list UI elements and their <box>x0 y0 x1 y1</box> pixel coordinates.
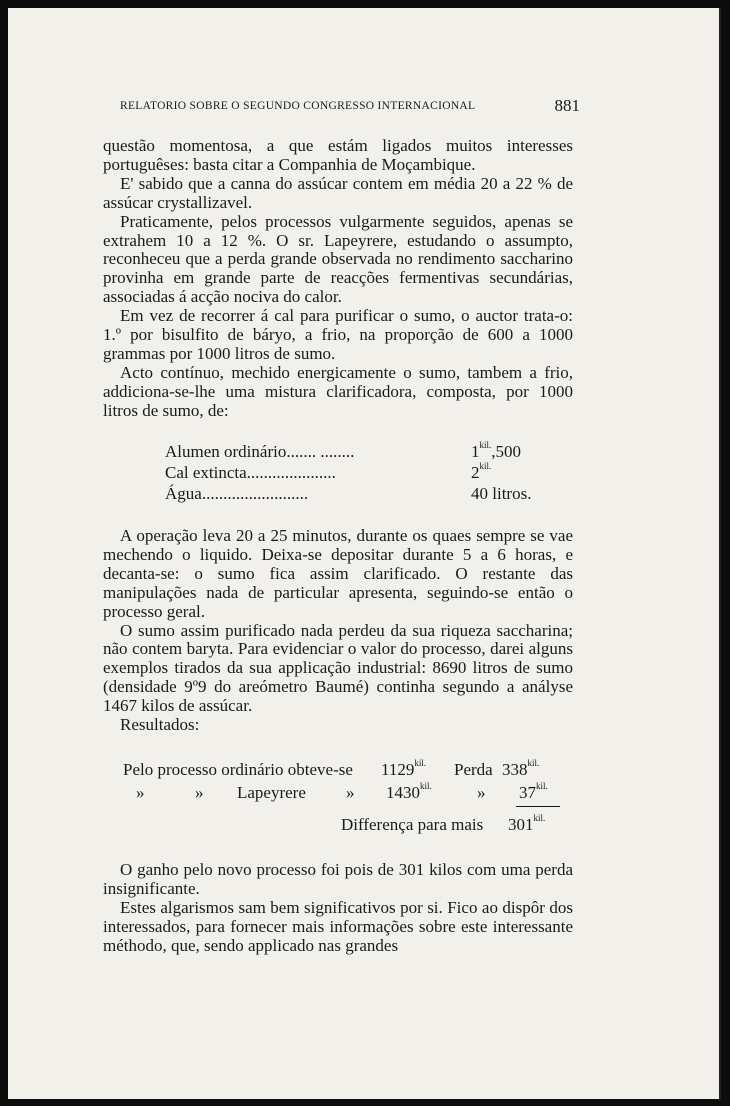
result-row-1-perda: $338^{kil.}$ <box>502 758 540 779</box>
table-row <box>165 463 537 484</box>
ingredient-amount: $2^{kil.}$ <box>471 461 492 482</box>
paragraph: O ganho pelo novo processo foi pois de 301 kilos com uma perda insignificante. <box>103 860 573 898</box>
book-page <box>8 8 721 1099</box>
page-number: 881 <box>554 96 580 115</box>
sum-rule-divider <box>516 806 560 807</box>
result-row-2-perda: $37^{kil.}$ <box>519 781 548 802</box>
body-text-bottom <box>103 861 573 956</box>
result-row-1-label: Pelo processo ordinário obteve-se <box>123 760 353 779</box>
table-row <box>165 442 537 463</box>
running-title: RELATORIO SOBRE O SEGUNDO CONGRESSO INTERNACIONAL <box>120 100 476 112</box>
ingredient-label: Cal extincta..................... <box>165 463 336 482</box>
ditto-mark: » <box>346 783 355 802</box>
result-row-1-value: $1129^{kil.}$ <box>381 758 427 779</box>
ingredient-label: Alumen ordinário....... ........ <box>165 442 355 461</box>
paragraph: Praticamente, pelos processos vulgarmente seguidos, apenas se extrahem 10 a 12 %. O sr. Lapeyrere, estudando o assumpto, reconheceu que a perda grande observada no rendimento saccharino provinha em grande parte de reacções fermentivas secundárias, associadas á acção nociva do calor. <box>103 211 573 307</box>
paragraph: E' sabido que a canna do assúcar contem em média 20 a 22 % de assúcar crystallizavel. <box>103 173 573 212</box>
ditto-mark: » <box>195 783 204 802</box>
ingredient-amount: $1^{kil.},500$ <box>471 440 522 461</box>
difference-value: $301^{kil.}$ <box>508 813 546 834</box>
paragraph: Estes algarismos sam bem significativos por si. Fico ao dispôr dos interessados, para fornecer mais informações sobre este interessante méthodo, que, sendo applicado nas grandes <box>103 897 573 955</box>
ingredient-amount: 40 litros. <box>471 484 532 503</box>
result-row-2-value: $1430^{kil.}$ <box>386 781 432 802</box>
paragraph: A operação leva 20 a 25 minutos, durante os quaes sempre se vae mechendo o liquido. Deixa-se depositar durante 5 a 6 horas, e decanta-se: o sumo fica assim clarificado. O restante das manipulações nada de particular apresenta, seguindo-se então o processo geral. <box>103 526 573 621</box>
body-text-top <box>103 137 573 421</box>
ingredient-label: Água......................... <box>165 484 309 503</box>
paragraph: O sumo assim purificado nada perdeu da sua riqueza saccharina; não contem baryta. Para evidenciar o valor do processo, darei alguns exemplos tirados da sua applicação industrial: 8690 litros de sumo (densidade 9º9 do areómetro Baumé) continha segundo a anályse 1467 kilos de assúcar. <box>103 620 573 716</box>
paragraph: Em vez de recorrer á cal para purificar o sumo, o auctor trata-o: 1.º por bisulfito de báryo, a frio, na proporção de 600 a 1000 grammas por 1000 litros de sumo. <box>103 306 573 363</box>
paragraph: Resultados: <box>120 715 200 735</box>
result-row-2-label: Lapeyrere <box>237 783 306 802</box>
page-header <box>120 96 580 118</box>
ditto-mark: » <box>136 783 145 802</box>
table-row <box>165 484 537 505</box>
paragraph: Acto contínuo, mechido energicamente o sumo, tambem a frio, addiciona-se-lhe uma mistura clarificadora, composta, por 1000 litros de sumo, de: <box>103 362 573 420</box>
ditto-mark: » <box>477 783 486 802</box>
result-row-1-perda-label: Perda <box>454 760 493 779</box>
paragraph: questão momentosa, a que estám ligados muitos interesses portuguêses: basta citar a Companhia de Moçambique. <box>103 136 573 174</box>
difference-label: Differença para mais <box>341 815 484 834</box>
body-text-middle <box>103 527 573 735</box>
